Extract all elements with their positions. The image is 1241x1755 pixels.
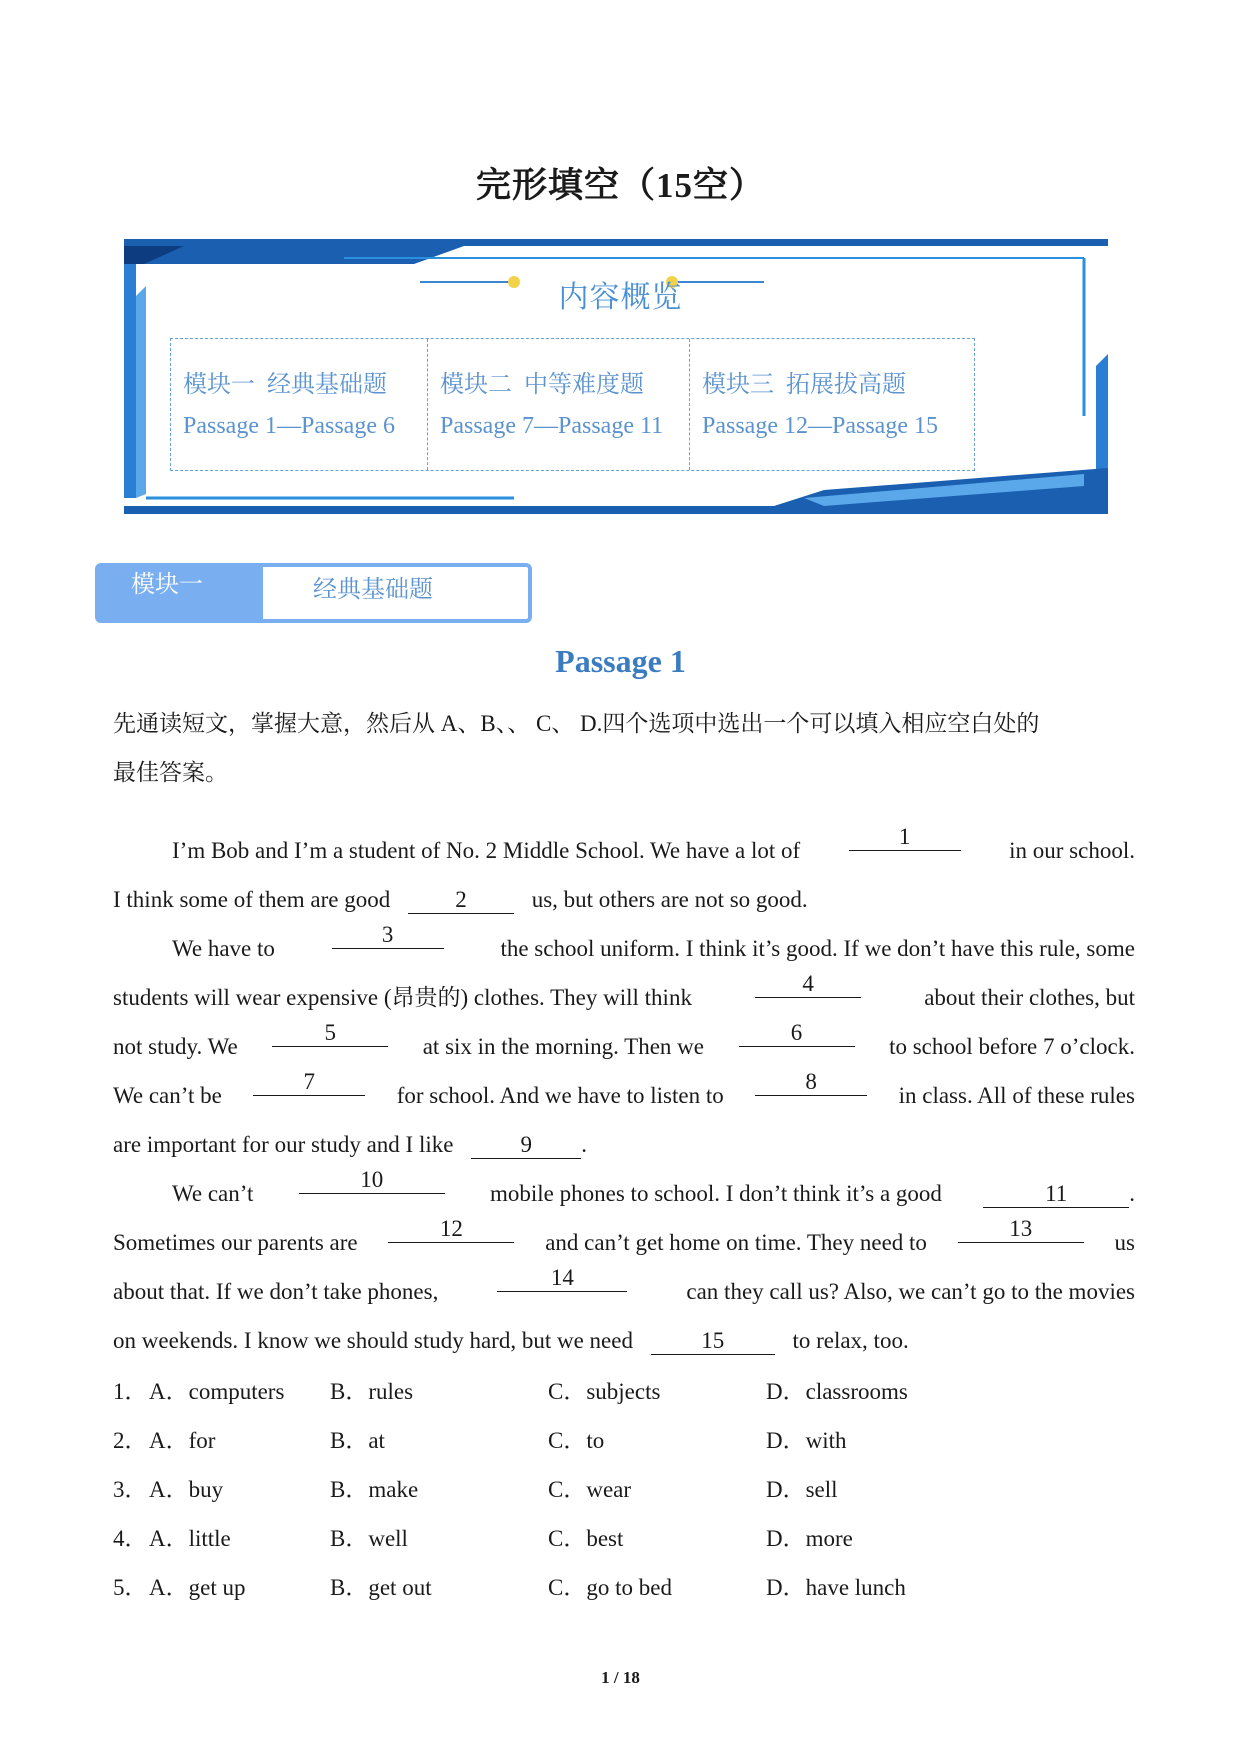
passage-paragraph-1 [113,826,1135,924]
blank-14: 14 [497,1267,627,1292]
option-a: A．buy [149,1477,224,1502]
passage-text: We can’t be [113,1083,222,1108]
option-b: B．rules [330,1379,414,1404]
question-row [113,1465,1133,1514]
option-a: A．computers [149,1379,285,1404]
overview-module-2 [428,339,690,470]
passage-text: mobile phones to school. I don’t think it’s a good [490,1181,942,1206]
passage-text: on weekends. I know we should study hard, but we need [113,1328,633,1353]
passage-text: at six in the morning. Then we [422,1034,704,1059]
option-c: C．wear [548,1477,632,1502]
passage-text: . [1129,1181,1135,1206]
overview-grid [170,338,975,471]
overview-module-range: Passage 7—Passage 11 [440,413,664,439]
option-d: D．more [766,1526,853,1551]
blank-13: 13 [958,1218,1084,1243]
passage-text: for school. And we have to listen to [396,1083,724,1108]
blank-11: 11 [983,1183,1129,1208]
blank-7: 7 [253,1071,365,1096]
passage-text: to relax, too. [792,1328,909,1353]
passage-text: the school uniform. I think it’s good. If we don’t have this rule, some [500,936,1135,961]
overview-module-range: Passage 1—Passage 6 [183,413,395,439]
blank-6: 6 [739,1022,855,1047]
overview-module-name: 模块三 拓展拔高题 [702,372,906,398]
blank-3: 3 [332,924,444,949]
option-a: A．little [149,1526,231,1551]
blank-10: 10 [299,1169,445,1194]
question-number: 1． [113,1379,148,1404]
option-d: D．classrooms [766,1379,908,1404]
option-d: D．have lunch [766,1575,906,1600]
blank-5: 5 [272,1022,388,1047]
question-row [113,1416,1133,1465]
passage-title: Passage 1 [555,643,686,679]
overview-module-range: Passage 12—Passage 15 [702,413,938,439]
instructions [113,699,1133,797]
blank-4: 4 [755,973,861,998]
instructions-line: 先通读短文，掌握大意，然后从 A、B、、 C、 D.四个选项中选出一个可以填入相应空白处的 [113,711,1040,736]
passage-text: us [1114,1230,1135,1255]
option-c: C．to [548,1428,605,1453]
passage-text: We have to [172,936,275,961]
question-number: 4． [113,1526,148,1551]
option-b: B．at [330,1428,385,1453]
passage-text: not study. We [113,1034,238,1059]
passage-text: I’m Bob and I’m a student of No. 2 Middle School. We have a lot of [172,838,801,863]
overview-title: 内容概览 [558,281,683,314]
option-d: D．sell [766,1477,838,1502]
passage-text: in our school. [1009,838,1135,863]
question-options [113,1367,1133,1612]
passage-text: are important for our study and I like [113,1132,454,1157]
passage-text: to school before 7 o’clock. [889,1034,1135,1059]
option-d: D．with [766,1428,847,1453]
blank-8: 8 [755,1071,867,1096]
passage-text: and can’t get home on time. They need to [545,1230,927,1255]
blank-12: 12 [388,1218,514,1243]
option-b: B．get out [330,1575,432,1600]
option-a: A．for [149,1428,216,1453]
option-c: C．subjects [548,1379,661,1404]
option-b: B．make [330,1477,419,1502]
passage-paragraph-3 [113,1169,1135,1365]
page-title: 完形填空（15空） [475,166,765,205]
question-row [113,1563,1133,1612]
blank-9: 9 [471,1134,581,1159]
page-number: 1 / 18 [601,1668,640,1687]
blank-2: 2 [408,889,514,914]
passage-text: in class. All of these rules [898,1083,1135,1108]
question-number: 3． [113,1477,148,1502]
question-number: 2． [113,1428,148,1453]
blank-1: 1 [849,826,961,851]
passage-text: can they call us? Also, we can’t go to the movies [686,1279,1135,1304]
passage-text: I think some of them are good [113,887,391,912]
passage-text: about their clothes, but [924,985,1135,1010]
overview-module-name: 模块二 中等难度题 [440,372,644,398]
overview-module-3 [690,339,973,470]
option-c: C．best [548,1526,624,1551]
question-row [113,1367,1133,1416]
module-tab [95,563,532,623]
option-c: C．go to bed [548,1575,672,1600]
blank-15: 15 [651,1330,775,1355]
passage-text: us, but others are not so good. [531,887,808,912]
passage-text: . [581,1132,587,1157]
passage-text: We can’t [172,1181,254,1206]
passage-text: students will wear expensive (昂贵的) clothes. They will think [113,985,692,1010]
option-b: B．well [330,1526,408,1551]
overview-module-name: 模块一 经典基础题 [183,372,387,398]
instructions-line: 最佳答案。 [113,760,228,785]
question-number: 5． [113,1575,148,1600]
passage-text: Sometimes our parents are [113,1230,358,1255]
passage-text: about that. If we don’t take phones, [113,1279,439,1304]
module-tab-name: 经典基础题 [259,563,532,623]
option-a: A．get up [149,1575,246,1600]
question-row [113,1514,1133,1563]
overview-module-1 [171,339,428,470]
passage-paragraph-2 [113,924,1135,1169]
module-tab-label: 模块一 [95,563,265,623]
